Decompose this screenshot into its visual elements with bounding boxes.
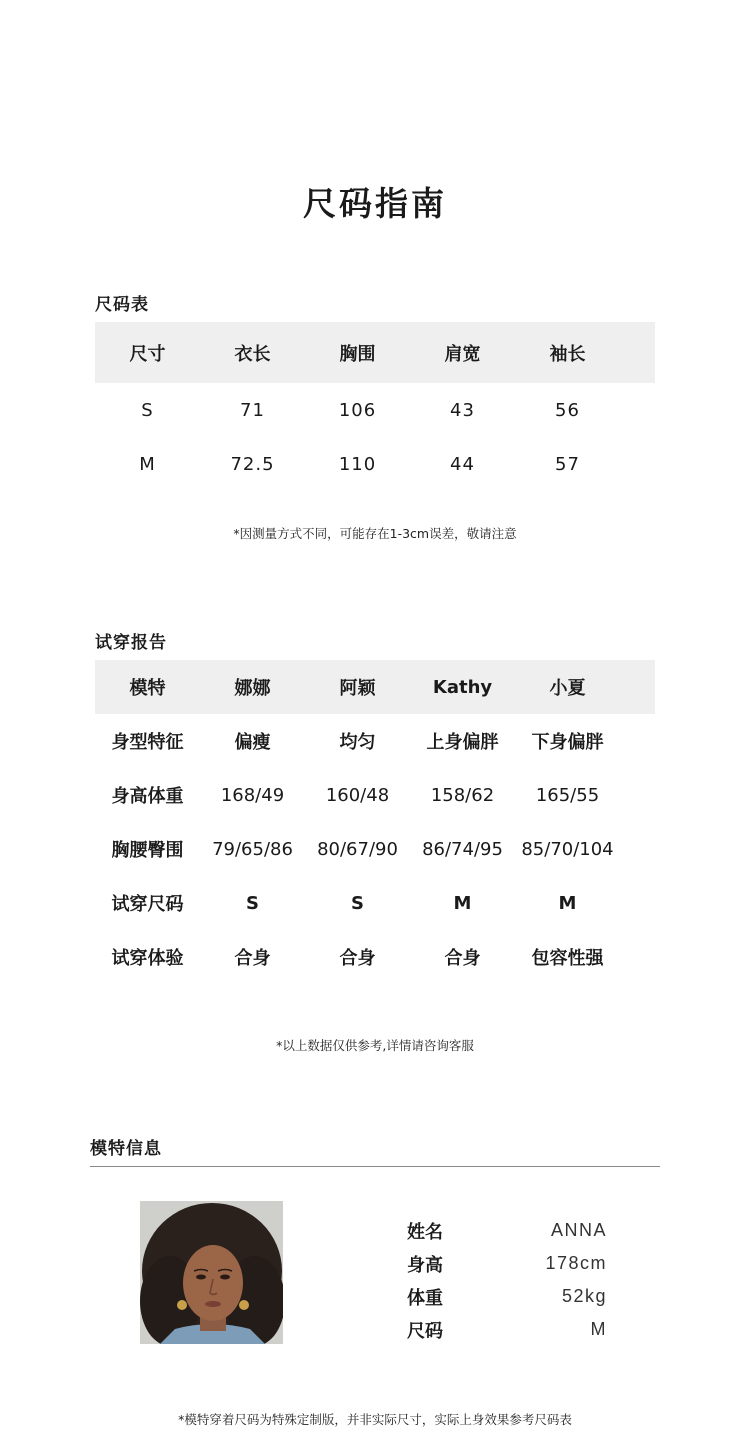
size-chart-header-cell: 胸围 [339,343,376,365]
table-cell: 包容性强 [531,948,604,969]
model-info-row [407,1247,607,1280]
size-chart-header-cell: 肩宽 [444,343,481,365]
model-portrait-image [140,1201,283,1344]
table-cell: 110 [338,453,377,475]
fit-report-header-row [95,660,655,714]
size-chart-header-cell: 尺寸 [129,343,166,365]
fit-report-header-cell: 小夏 [549,678,586,699]
table-cell: 80/67/90 [317,838,398,860]
model-info-key: 尺码 [407,1320,443,1342]
table-cell: 合身 [339,948,376,969]
table-cell: S [351,892,364,914]
table-cell: 44 [450,453,475,475]
table-cell: M [139,453,156,475]
fit-report-header-cell: 娜娜 [234,678,271,699]
table-row [95,876,655,930]
table-cell: 57 [555,453,580,475]
table-cell: 56 [555,399,580,421]
model-info-key: 姓名 [407,1221,443,1243]
model-info-key: 体重 [407,1287,443,1309]
table-cell: S [246,892,259,914]
row-label: 试穿尺码 [111,894,184,915]
table-cell: 160/48 [325,784,390,806]
table-cell: M [558,892,577,914]
table-cell: 上身偏胖 [426,732,499,753]
model-info-value: M [590,1319,607,1339]
table-cell: 86/74/95 [422,838,503,860]
table-row [95,768,655,822]
table-row [95,930,655,984]
section-divider [90,1166,660,1167]
table-cell: 168/49 [220,784,285,806]
table-cell: 下身偏胖 [531,732,604,753]
table-row [95,714,655,768]
fit-report-title: 试穿报告 [95,633,167,653]
fit-report-note: *以上数据仅供参考,详情请咨询客服 [276,1038,474,1053]
size-chart-header-cell: 袖长 [549,343,586,365]
table-row [95,822,655,876]
table-row [95,383,655,437]
model-info-value: 178cm [545,1253,607,1273]
row-label: 试穿体验 [111,948,184,969]
fit-report-table [95,660,655,984]
table-cell: 158/62 [430,784,495,806]
table-cell: S [141,399,154,421]
table-cell: 165/55 [535,784,600,806]
table-cell: 79/65/86 [212,838,293,860]
fit-report-header-cell: Kathy [432,676,493,698]
fit-report-header-cell: 模特 [129,678,166,699]
size-chart-title: 尺码表 [95,295,149,315]
table-cell: 72.5 [230,453,275,475]
page-title: 尺码指南 [303,184,447,223]
row-label: 胸腰臀围 [111,840,184,861]
table-cell: 71 [240,399,265,421]
table-cell: M [453,892,472,914]
model-info-value: ANNA [550,1220,607,1240]
model-info-row [407,1280,607,1313]
row-label: 身高体重 [111,786,184,807]
table-cell: 合身 [444,948,481,969]
table-cell: 106 [338,399,377,421]
model-info-note: *模特穿着尺码为特殊定制版，并非实际尺寸，实际上身效果参考尺码表 [178,1412,572,1427]
size-chart-note: *因测量方式不同，可能存在1-3cm误差，敬请注意 [233,526,517,541]
size-chart-table [95,322,655,491]
table-cell: 85/70/104 [521,838,614,860]
table-cell: 合身 [234,948,271,969]
table-row [95,437,655,491]
fit-report-header-cell: 阿颖 [339,678,376,699]
table-cell: 均匀 [339,732,376,753]
table-cell: 偏瘦 [234,732,271,753]
size-chart-header-row [95,322,655,383]
model-info-list [407,1214,607,1346]
size-chart-header-cell: 衣长 [234,343,271,365]
row-label: 身型特征 [111,732,184,753]
model-info-key: 身高 [407,1254,443,1276]
model-info-row [407,1313,607,1346]
model-photo [140,1201,283,1344]
model-info-row [407,1214,607,1247]
table-cell: 43 [450,399,475,421]
model-info-title: 模特信息 [90,1139,162,1159]
model-info-value: 52kg [561,1286,607,1306]
